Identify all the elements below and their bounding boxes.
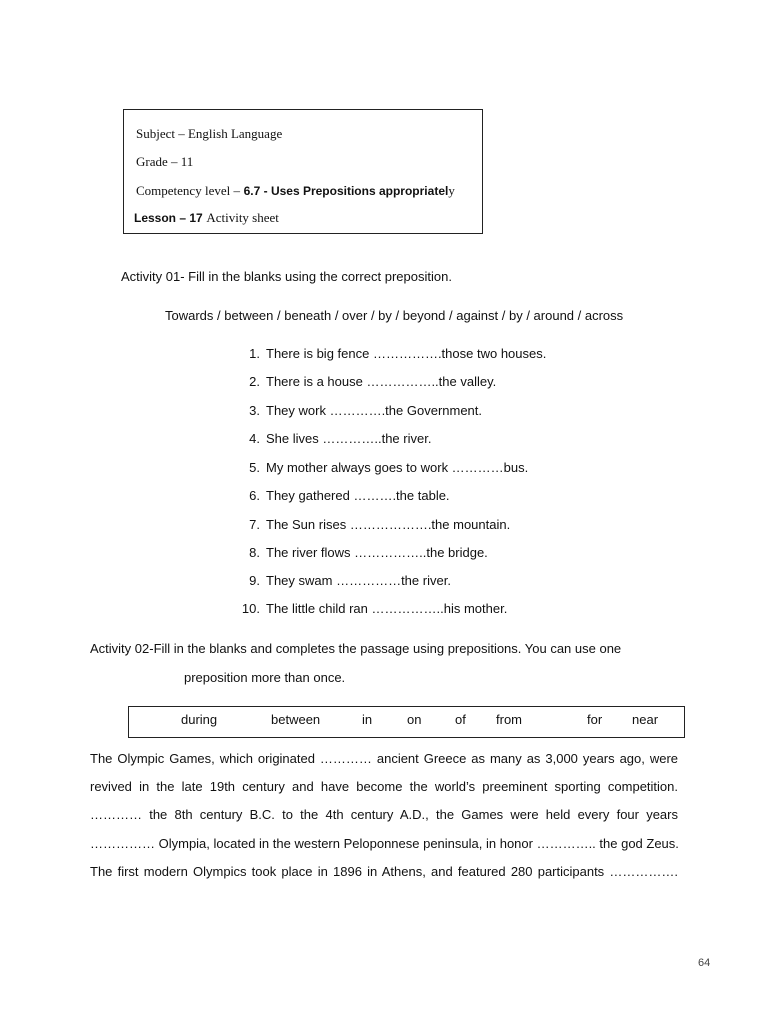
list-item: 4. She lives …………..the river. (249, 431, 432, 446)
passage-line: The first modern Olympics took place in 1896 in Athens, and featured 280 participants ……………. (90, 864, 678, 879)
list-item: 9. They swam ……………the river. (249, 573, 451, 588)
word-option: for (587, 712, 603, 727)
lesson-info-box (123, 109, 483, 234)
page-number: 64 (698, 957, 711, 969)
lesson-line (134, 210, 279, 226)
competency-line (136, 183, 455, 199)
word-option: from (496, 712, 522, 727)
list-item: 6. They gathered ……….the table. (249, 488, 450, 503)
passage-line: …………… Olympia, located in the western Peloponnese peninsula, in honor ………….. the god Zeus. (90, 836, 679, 851)
list-item: 3. They work ………….the Government. (249, 403, 483, 418)
subject-line: Subject – English Language (136, 126, 283, 141)
activity2-title: Activity 02-Fill in the blanks and completes the passage using prepositions. You can use one (90, 641, 622, 656)
word-option: on (407, 712, 422, 727)
list-item: 8. The river flows ……………..the bridge. (249, 545, 488, 560)
activity1-word-list: Towards / between / beneath / over / by / beyond / against / by / around / across (165, 308, 624, 323)
lesson-label: Lesson – 17 (134, 211, 203, 225)
passage-line: revived in the late 19th century and have become the world’s preeminent sporting competition. (90, 779, 678, 794)
list-item: 7. The Sun rises ……………….the mountain. (249, 517, 511, 532)
word-option: between (271, 712, 321, 727)
passage-line: ………… the 8th century B.C. to the 4th century A.D., the Games were held every four years (90, 807, 678, 822)
word-option: of (455, 712, 466, 727)
list-item: 10. The little child ran ……………..his mother. (241, 601, 508, 616)
word-option: near (632, 712, 659, 727)
lesson-rest: Activity sheet (206, 210, 279, 225)
list-item: 5. My mother always goes to work …………bus. (249, 460, 529, 475)
grade-line: Grade – 11 (136, 154, 194, 169)
list-item: 2. There is a house ……………..the valley. (249, 374, 497, 389)
competency-label: Competency level – (136, 183, 240, 198)
list-item: 1. There is big fence …………….those two houses. (249, 346, 547, 361)
word-option: during (181, 712, 218, 727)
word-option: in (362, 712, 373, 727)
passage-line: The Olympic Games, which originated ………… ancient Greece as many as 3,000 years ago, were (90, 751, 678, 766)
activity1-title: Activity 01- Fill in the blanks using the correct preposition. (121, 269, 452, 284)
activity2-title-continued: preposition more than once. (184, 670, 346, 685)
competency-value: 6.7 - Uses Prepositions appropriatel (243, 184, 449, 198)
preposition-word-box (128, 706, 685, 738)
competency-suffix: y (448, 183, 455, 198)
